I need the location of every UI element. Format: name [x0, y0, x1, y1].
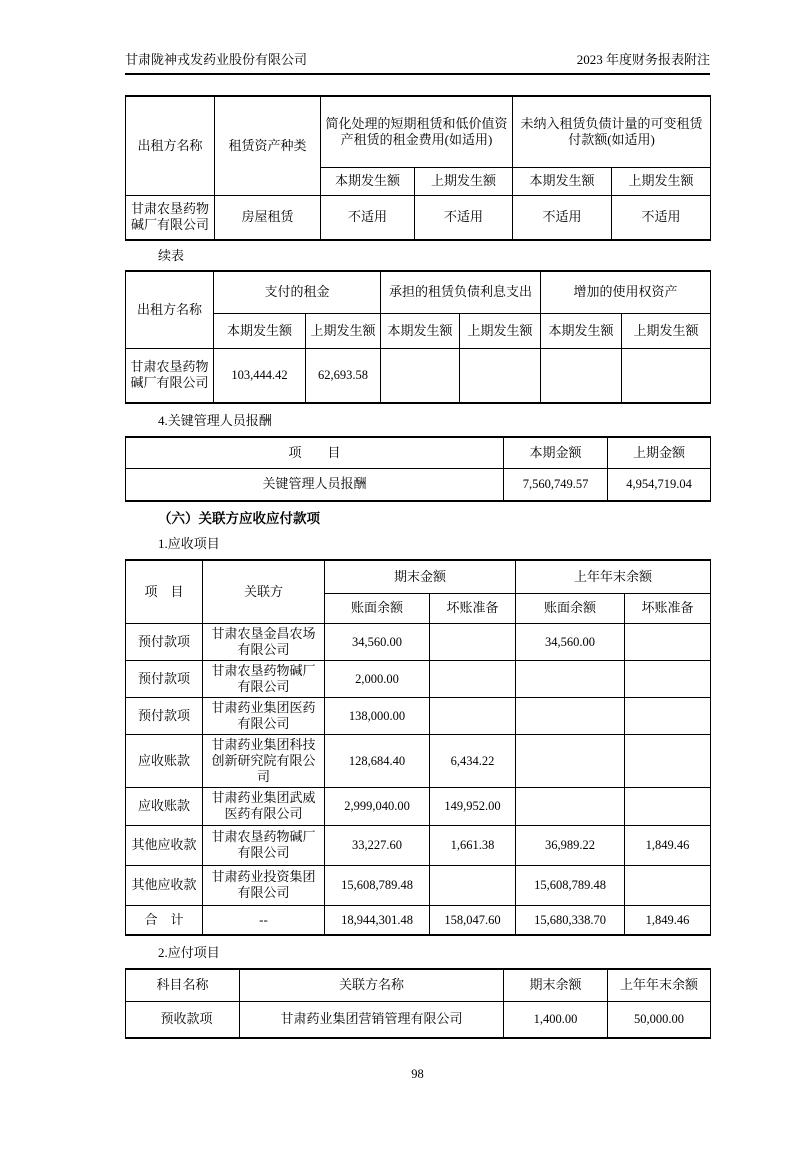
recv-end-book: 34,560.00 [325, 623, 430, 660]
lease2-sub-prior-3: 上期发生额 [622, 313, 711, 348]
lease2-group-rent-paid: 支付的租金 [214, 271, 381, 313]
kmp-row-prior: 4,954,719.04 [608, 468, 711, 501]
lease-group-shortterm: 简化处理的短期租赁和低价值资产租赁的租金费用(如适用) [321, 96, 513, 167]
lease-table-continued [125, 270, 711, 404]
recv-item: 应收账款 [126, 787, 203, 825]
recv-end-bad [430, 623, 516, 660]
recv-prior-bad [625, 660, 711, 697]
pay-col-party: 关联方名称 [240, 969, 504, 1001]
lease-row-st-current: 不适用 [321, 195, 415, 240]
table-row [126, 825, 711, 865]
recv-total-end-book: 18,944,301.48 [325, 905, 430, 935]
kmp-col-item: 项 目 [126, 437, 504, 468]
lease-row-lessor: 甘肃农垦药物碱厂有限公司 [126, 195, 215, 240]
recv-item: 预付款项 [126, 623, 203, 660]
pay-col-end: 期末余额 [504, 969, 608, 1001]
page-header [125, 52, 710, 75]
recv-party: 甘肃药业集团武威医药有限公司 [203, 787, 325, 825]
recv-item: 应收账款 [126, 734, 203, 787]
header-doc-title: 2023 年度财务报表附注 [576, 52, 710, 67]
recv-end-bad [430, 697, 516, 734]
recv-end-book: 138,000.00 [325, 697, 430, 734]
recv-prior-bad [625, 734, 711, 787]
lease2-sub-prior-2: 上期发生额 [460, 313, 541, 348]
lease2-row-int-prior [460, 348, 541, 403]
lease2-sub-current-2: 本期发生额 [381, 313, 460, 348]
recv-prior-book [516, 697, 625, 734]
recv-sub-book-1: 账面余额 [325, 593, 430, 623]
recv-total-prior-book: 15,680,338.70 [516, 905, 625, 935]
recv-prior-bad [625, 865, 711, 905]
recv-end-book: 2,999,040.00 [325, 787, 430, 825]
lease-table [125, 95, 711, 241]
recv-prior-book [516, 660, 625, 697]
recv-prior-book: 15,608,789.48 [516, 865, 625, 905]
receivable-table [125, 559, 711, 936]
recv-total-end-bad: 158,047.60 [430, 905, 516, 935]
lease2-row-rou-current [541, 348, 622, 403]
table-row [126, 734, 711, 787]
recv-end-book: 2,000.00 [325, 660, 430, 697]
recv-prior-bad [625, 623, 711, 660]
lease2-group-rou: 增加的使用权资产 [541, 271, 711, 313]
pay-col-subject: 科目名称 [126, 969, 240, 1001]
table-row [126, 865, 711, 905]
recv-item: 其他应收款 [126, 865, 203, 905]
recv-col-item: 项 目 [126, 560, 203, 623]
recv-prior-bad [625, 787, 711, 825]
recv-total-prior-bad: 1,849.46 [625, 905, 711, 935]
lease2-row-int-current [381, 348, 460, 403]
table-row [126, 468, 711, 501]
recv-end-bad: 149,952.00 [430, 787, 516, 825]
lease-sub-prior-1: 上期发生额 [415, 167, 513, 195]
lease-sub-current-1: 本期发生额 [321, 167, 415, 195]
lease2-sub-prior-1: 上期发生额 [306, 313, 381, 348]
lease-col-asset-type: 租赁资产种类 [215, 96, 321, 195]
recv-item: 预付款项 [126, 697, 203, 734]
lease-row-var-prior: 不适用 [612, 195, 711, 240]
recv-end-book: 15,608,789.48 [325, 865, 430, 905]
table-row [126, 660, 711, 697]
kmp-col-current: 本期金额 [504, 437, 608, 468]
recv-party: 甘肃药业集团医药有限公司 [203, 697, 325, 734]
pay-row-party: 甘肃药业集团营销管理有限公司 [240, 1001, 504, 1038]
recv-prior-book [516, 787, 625, 825]
table-row [126, 697, 711, 734]
continued-table-label: 续表 [158, 248, 185, 263]
payable-table [125, 968, 711, 1039]
pay-row-end: 1,400.00 [504, 1001, 608, 1038]
recv-end-bad: 1,661.38 [430, 825, 516, 865]
recv-end-bad [430, 660, 516, 697]
lease2-row-lessor: 甘肃农垦药物碱厂有限公司 [126, 348, 214, 403]
recv-sub-book-2: 账面余额 [516, 593, 625, 623]
lease-sub-current-2: 本期发生额 [513, 167, 612, 195]
lease-sub-prior-2: 上期发生额 [612, 167, 711, 195]
recv-group-end: 期末金额 [325, 560, 516, 593]
lease2-sub-current-3: 本期发生额 [541, 313, 622, 348]
header-company: 甘肃陇神戎发药业股份有限公司 [125, 52, 308, 67]
page-number: 98 [411, 1067, 424, 1081]
recv-party: 甘肃农垦药物碱厂有限公司 [203, 825, 325, 865]
recv-sub-bad-1: 坏账准备 [430, 593, 516, 623]
recv-prior-book: 34,560.00 [516, 623, 625, 660]
lease2-sub-current-1: 本期发生额 [214, 313, 306, 348]
recv-end-book: 128,684.40 [325, 734, 430, 787]
page-content [125, 52, 710, 1082]
lease-row-var-current: 不适用 [513, 195, 612, 240]
recv-group-prior: 上年年末余额 [516, 560, 711, 593]
pay-col-prior: 上年年末余额 [608, 969, 711, 1001]
recv-item: 其他应收款 [126, 825, 203, 865]
recv-party: 甘肃药业投资集团有限公司 [203, 865, 325, 905]
kmp-table [125, 436, 711, 502]
recv-prior-book [516, 734, 625, 787]
lease-group-variable: 未纳入租赁负债计量的可变租赁付款额(如适用) [513, 96, 711, 167]
lease2-row-rent-prior: 62,693.58 [306, 348, 381, 403]
table-row [126, 348, 711, 403]
table-row [126, 1001, 711, 1038]
recv-total-label: 合 计 [126, 905, 203, 935]
lease-row-st-prior: 不适用 [415, 195, 513, 240]
table-row [126, 623, 711, 660]
lease2-col-lessor: 出租方名称 [126, 271, 214, 348]
recv-sub-bad-2: 坏账准备 [625, 593, 711, 623]
recv-end-bad: 6,434.22 [430, 734, 516, 787]
table-row [126, 195, 711, 240]
recv-col-party: 关联方 [203, 560, 325, 623]
pay-row-subject: 预收款项 [126, 1001, 240, 1038]
section-payable-title: 2.应付项目 [158, 945, 220, 960]
lease2-row-rou-prior [622, 348, 711, 403]
kmp-col-prior: 上期金额 [608, 437, 711, 468]
table-row [126, 787, 711, 825]
lease2-group-interest: 承担的租赁负债利息支出 [381, 271, 541, 313]
table-row-total [126, 905, 711, 935]
recv-end-book: 33,227.60 [325, 825, 430, 865]
section-kmp-title: 4.关键管理人员报酬 [158, 413, 272, 428]
recv-item: 预付款项 [126, 660, 203, 697]
kmp-row-current: 7,560,749.57 [504, 468, 608, 501]
lease-row-asset-type: 房屋租赁 [215, 195, 321, 240]
recv-end-bad [430, 865, 516, 905]
recv-prior-book: 36,989.22 [516, 825, 625, 865]
lease2-row-rent-current: 103,444.42 [214, 348, 306, 403]
section-related-title: （六）关联方应收应付款项 [158, 511, 320, 526]
pay-row-prior: 50,000.00 [608, 1001, 711, 1038]
kmp-row-item: 关键管理人员报酬 [126, 468, 504, 501]
section-receivable-title: 1.应收项目 [158, 536, 220, 551]
recv-party: 甘肃农垦药物碱厂有限公司 [203, 660, 325, 697]
recv-party: 甘肃农垦金昌农场有限公司 [203, 623, 325, 660]
recv-party: 甘肃药业集团科技创新研究院有限公司 [203, 734, 325, 787]
recv-total-party: -- [203, 905, 325, 935]
lease-col-lessor: 出租方名称 [126, 96, 215, 195]
recv-prior-bad: 1,849.46 [625, 825, 711, 865]
recv-prior-bad [625, 697, 711, 734]
